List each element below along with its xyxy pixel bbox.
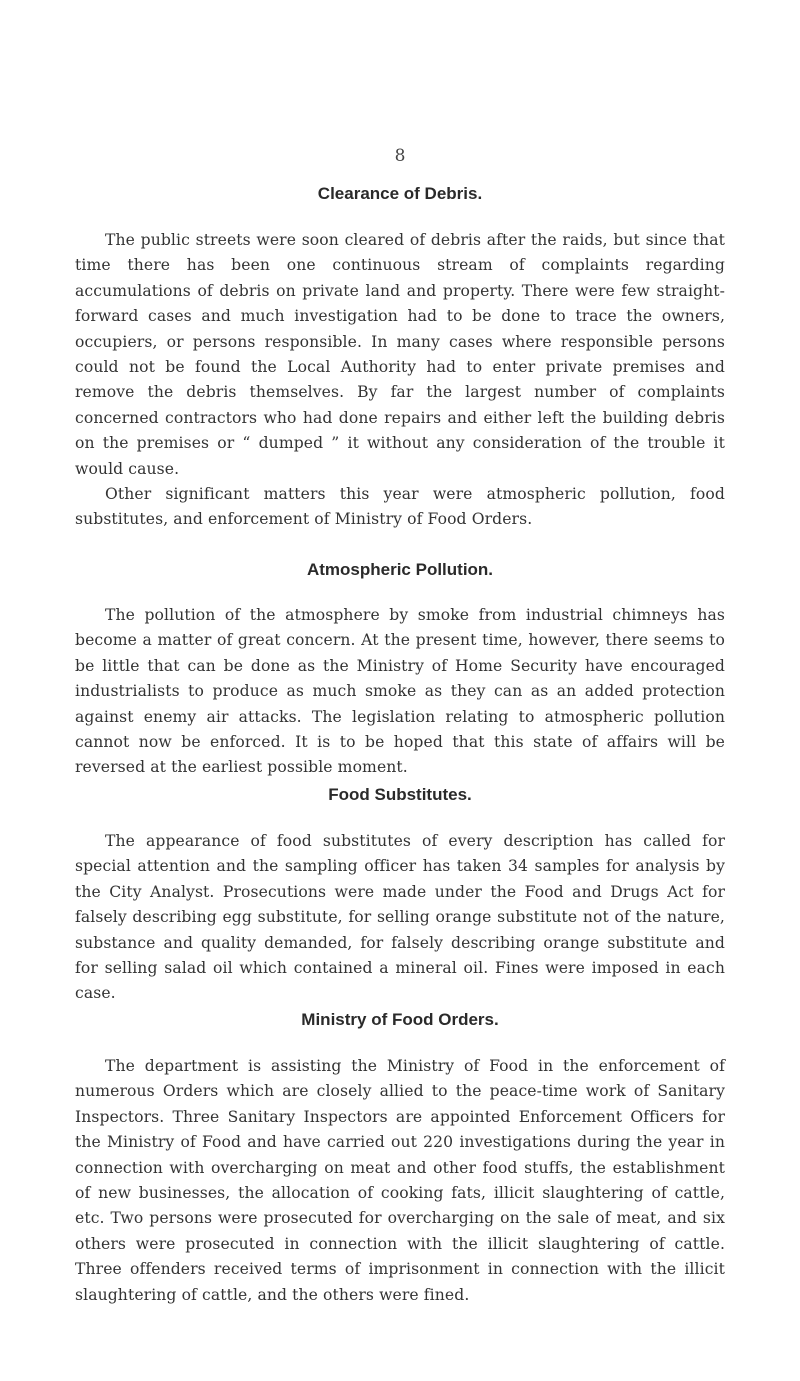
heading-food-substitutes: Food Substitutes. — [328, 785, 472, 804]
heading-ministry-of-food-orders: Ministry of Food Orders. — [301, 1010, 499, 1029]
paragraph-other-matters: Other significant matters this year were atmospheric pollution, food substitutes, and enforcement of Ministry of Food Orders. — [75, 485, 725, 529]
paragraph-atmospheric-pollution: The pollution of the atmosphere by smoke from industrial chimneys has become a matter of great concern. At the present time, however, there seems to be little that can be done as the Ministry of Home Security have encouraged industrialists to produce as much smoke as they can as an added protection against enemy air attacks. The legislation relating to atmospheric pollution cannot now be enforced. It is to be hoped that this state of affairs will be reversed at the earliest possible moment. — [75, 606, 725, 777]
heading-clearance-of-debris: Clearance of Debris. — [317, 184, 483, 203]
page-number: 8 — [394, 146, 406, 166]
paragraph-clearance-debris: The public streets were soon cleared of debris after the raids, but since that time there has been one continuous stream of complaints regarding accumulations of debris on private land and property. There were few straight-forward cases and much investigation had to be done to trace the owners, occupiers, or persons responsible. In many cases where responsible persons could not be found the Local Authority had to enter private premises and remove the debris themselves. By far the largest number of complaints concerned contractors who had done repairs and either left the building debris on the premises or “ dumped ” it without any consideration of the trouble it would cause. — [75, 231, 725, 478]
paragraph-ministry-of-food-orders: The department is assisting the Ministry of Food in the enforcement of numerous Orders which are closely allied to the peace-time work of Sanitary Inspectors. Three Sanitary Inspectors are appointed Enforcement Officers for the Ministry of Food and have carried out 220 investigations during the year in connection with overcharging on meat and other food stuffs, the establishment of new businesses, the allocation of cooking fats, illicit slaughtering of cattle, etc. Two persons were prosecuted for overcharging on the sale of meat, and six others were prosecuted in connection with the illicit slaughtering of cattle. Three offenders received terms of imprisonment in connection with the illicit slaughtering of cattle, and the others were fined. — [75, 1057, 725, 1304]
paragraph-food-substitutes: The appearance of food substitutes of every description has called for special attention and the sampling officer has taken 34 samples for analysis by the City Analyst. Prosecutions were made under the Food and Drugs Act for falsely describing egg substitute, for selling orange substitute not of the nature, substance and quality demanded, for falsely describing orange substitute and for selling salad oil which contained a mineral oil. Fines were imposed in each case. — [75, 832, 725, 1003]
heading-atmospheric-pollution: Atmospheric Pollution. — [306, 560, 494, 579]
